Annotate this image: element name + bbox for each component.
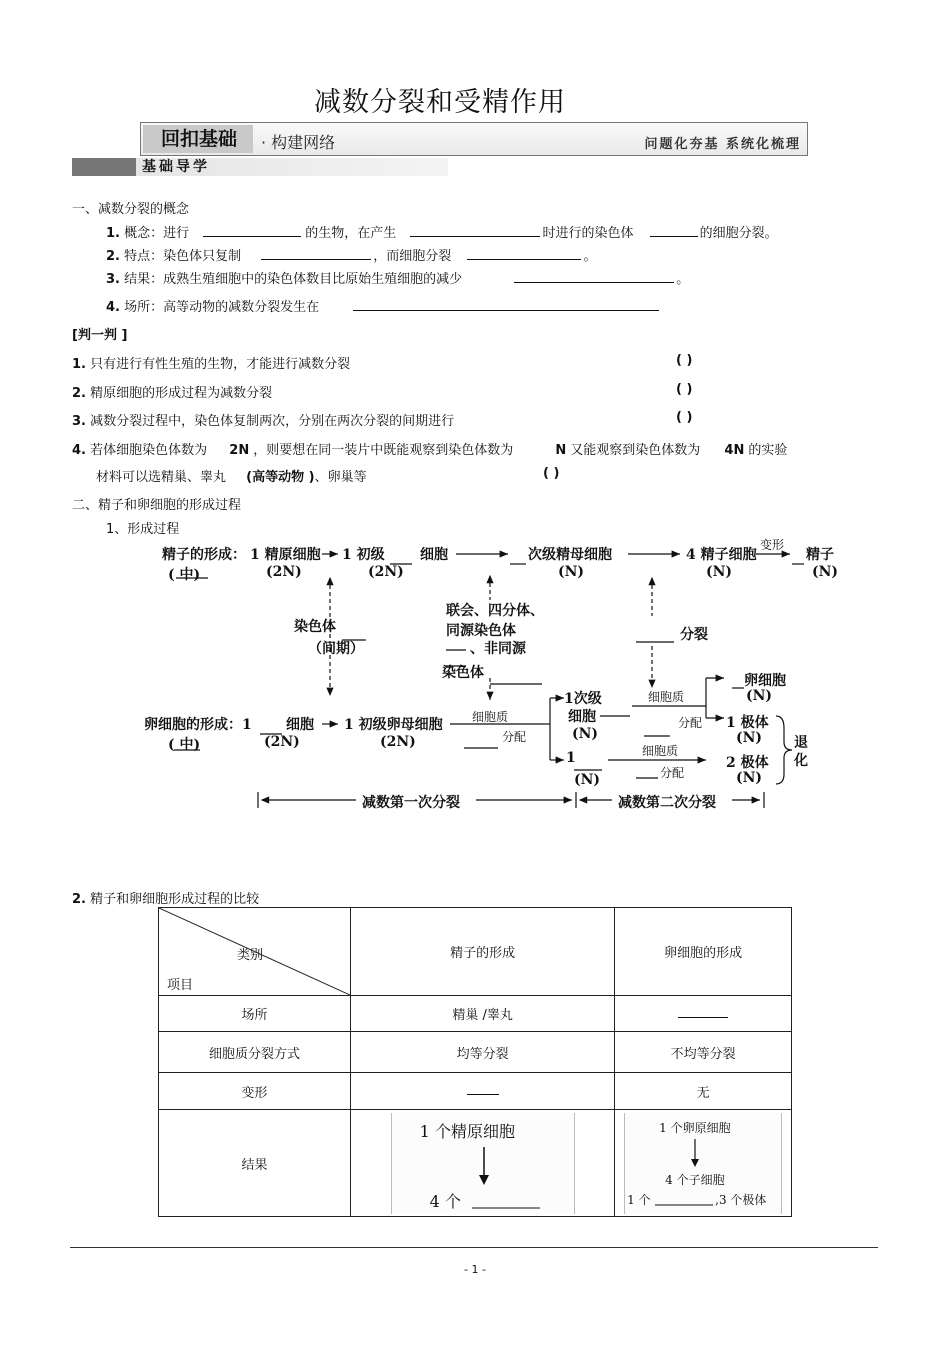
polar-body-2-ploidy: (N)	[736, 770, 763, 786]
transform-label: 变形	[760, 538, 785, 552]
down-arrow-icon	[392, 1113, 576, 1214]
cytoplasm-label-2: 细胞质	[648, 690, 685, 704]
judge-item-2	[72, 382, 272, 401]
spermatogonium: 1 精原细胞	[250, 547, 321, 563]
judge-text: 的实验	[748, 443, 788, 458]
judge-item-4	[72, 439, 787, 458]
meiosis-flow-diagram	[140, 538, 845, 820]
item-number: 3.	[106, 272, 120, 287]
row-label: 场所	[159, 996, 351, 1032]
header-egg: 卵细胞的形成	[615, 908, 792, 996]
sperm-cell-blank[interactable]	[351, 1073, 615, 1110]
judge-text: ，则要想在同一装片中既能观察到染色体数为	[253, 443, 514, 458]
egg-cell: 卵细胞	[744, 673, 786, 689]
judge-text: 、卵巢等	[314, 470, 367, 485]
secondary-oocyte-b: 细胞	[568, 709, 596, 725]
judge-text: 精原细胞的形成过程为减数分裂	[90, 386, 273, 401]
spermatid-ploidy: (N)	[706, 564, 733, 580]
spermatid: 4 精子细胞	[686, 547, 757, 563]
judge-text: 只有进行有性生殖的生物，才能进行减数分裂	[90, 357, 351, 372]
polar-body-1-ploidy: (N)	[736, 730, 763, 746]
secondary-oocyte-a: 1次级	[564, 691, 602, 707]
feature-text-b: ，而细胞分裂	[373, 249, 452, 264]
allocation-label-2: 分配	[678, 716, 703, 730]
interphase-label: （间期）	[308, 641, 364, 657]
judge-item-1	[72, 353, 350, 372]
answer-blank[interactable]	[678, 1006, 728, 1018]
answer-blank[interactable]	[514, 271, 674, 283]
page-number: - 1 -	[464, 1263, 486, 1276]
footer-divider	[70, 1247, 878, 1248]
cytoplasm-label: 细胞质	[472, 710, 509, 724]
location-line	[106, 296, 659, 315]
chromosome-label-2: 染色体	[442, 665, 484, 681]
oogonium-text: 1 个卵原细胞	[659, 1120, 731, 1135]
item-number: 2.	[72, 892, 86, 907]
oogonium-ploidy: (2N)	[264, 734, 300, 750]
spermatogonium-text: 1 个精原细胞	[419, 1121, 515, 1141]
homologous-label: 同源染色体	[446, 623, 516, 639]
three-polar-bodies-text: ,3 个极体	[715, 1192, 767, 1207]
one-egg-text: 1 个	[627, 1192, 651, 1207]
feature-text-c: 。	[583, 249, 597, 264]
answer-blank[interactable]	[261, 248, 371, 260]
comparison-heading: 精子和卵细胞形成过程的比较	[90, 892, 260, 907]
egg-cell: 不均等分裂	[615, 1032, 792, 1073]
chromosome-label: 染色体	[294, 619, 336, 635]
judge-text: 若体细胞染色体数为	[90, 443, 208, 458]
judge-heading: [判一判 ]	[72, 328, 128, 343]
concept-text-b: 的生物，在产生	[305, 226, 397, 241]
judge-text: 减数分裂过程中，染色体复制两次，分别在两次分裂的间期进行	[90, 414, 455, 429]
sperm-formation-label: 精子的形成：	[162, 547, 246, 563]
location-text: 场所：高等动物的减数分裂发生在	[124, 300, 320, 315]
table-row	[159, 1073, 792, 1110]
meiosis-ii-label: 减数第二次分裂	[618, 795, 716, 811]
judge-text: 材料可以选精巢、睾丸	[96, 470, 227, 485]
judge-item-4-cont	[96, 466, 367, 485]
table-row	[159, 1110, 792, 1217]
result-text-a: 结果：成熟生殖细胞中的染色体数目比原始生殖细胞的减少	[124, 272, 463, 287]
item-number: 1.	[72, 357, 86, 372]
answer-paren[interactable]: ( )	[543, 466, 560, 481]
chromosome-value: 2N	[229, 443, 250, 458]
subsection-formation: 1、形成过程	[106, 522, 180, 537]
sperm: 精子	[806, 547, 834, 563]
polar-body-1: 1 极体	[726, 715, 769, 731]
egg-result-cell	[615, 1110, 792, 1217]
feature-text-a: 特点：染色体只复制	[124, 249, 242, 264]
concept-line	[106, 222, 778, 241]
result-text-b: 。	[676, 272, 690, 287]
comparison-table	[158, 907, 792, 1217]
meiosis-i-label: 减数第一次分裂	[362, 795, 460, 811]
feature-line	[106, 245, 596, 264]
result-line	[106, 268, 689, 287]
answer-paren[interactable]: ( )	[676, 353, 693, 368]
chromosome-value: N	[555, 443, 567, 458]
egg-location-paren: ( 中)	[168, 737, 201, 753]
egg-result-figure	[624, 1113, 782, 1214]
cytoplasm-label-3: 细胞质	[642, 744, 679, 758]
concept-text-d: 的细胞分裂。	[699, 226, 778, 241]
header-corner-cell	[159, 908, 351, 996]
polar-body-2: 2 极体	[726, 755, 769, 771]
corner-item: 项目	[167, 978, 194, 993]
corner-category: 类别	[237, 948, 264, 963]
nonhomologous-label: 、非同源	[470, 641, 526, 657]
first-polar-body: 1	[566, 750, 576, 766]
concept-text-c: 时进行的染色体	[542, 226, 634, 241]
section1-heading: 一、减数分裂的概念	[72, 202, 190, 217]
row-label: 细胞质分裂方式	[159, 1032, 351, 1073]
sperm-cell: 均等分裂	[351, 1032, 615, 1073]
egg-formation-label: 卵细胞的形成：1	[144, 717, 252, 733]
answer-blank[interactable]	[650, 225, 698, 237]
sperm-result-cell	[351, 1110, 615, 1217]
answer-blank[interactable]	[410, 225, 540, 237]
judge-text: (高等动物 )	[246, 470, 315, 485]
egg-cell-blank[interactable]	[615, 996, 792, 1032]
division-label: 分裂	[680, 627, 708, 643]
sub-banner-label: 基础导学	[142, 159, 210, 175]
answer-blank[interactable]	[353, 299, 659, 311]
four-daughter-cells-text: 4 个子细胞	[665, 1172, 725, 1187]
banner-right-label: 问题化夯基 系统化梳理	[644, 137, 801, 152]
answer-paren[interactable]: ( )	[676, 410, 693, 425]
row-label: 变形	[159, 1073, 351, 1110]
primary-oocyte-ploidy: (2N)	[380, 734, 416, 750]
primary-spermatocyte-ploidy: (2N)	[368, 564, 404, 580]
item-number: 2.	[106, 249, 120, 264]
sperm-result-figure	[391, 1113, 575, 1214]
section2-heading: 二、精子和卵细胞的形成过程	[72, 498, 242, 513]
four-sperm-text: 4 个	[429, 1191, 461, 1211]
secondary-spermatocyte-ploidy: (N)	[558, 564, 585, 580]
banner-sub-label: · 构建网络	[261, 133, 336, 152]
spermatogonium-ploidy: (2N)	[266, 564, 302, 580]
sperm-location-paren: ( 中)	[168, 567, 201, 583]
item-number: 4.	[106, 300, 120, 315]
header-sperm: 精子的形成	[351, 908, 615, 996]
table-row	[159, 996, 792, 1032]
item-number: 3.	[72, 414, 86, 429]
sperm-ploidy: (N)	[812, 564, 839, 580]
first-polar-body-ploidy: (N)	[574, 772, 601, 788]
section-banner	[140, 122, 808, 156]
primary-spermatocyte-b: 细胞	[420, 547, 448, 563]
egg-cell: 无	[615, 1073, 792, 1110]
egg-cell-ploidy: (N)	[746, 688, 773, 704]
chromosome-value: 4N	[724, 443, 745, 458]
secondary-oocyte-ploidy: (N)	[572, 726, 599, 742]
secondary-spermatocyte: 次级精母细胞	[528, 547, 612, 563]
synapsis-label: 联会、四分体、	[446, 603, 544, 619]
sub-banner	[72, 158, 448, 176]
item-number: 4.	[72, 443, 86, 458]
answer-blank[interactable]	[467, 248, 581, 260]
allocation-label: 分配	[502, 730, 527, 744]
judge-text: 又能观察到染色体数为	[570, 443, 701, 458]
item-number: 2.	[72, 386, 86, 401]
sperm-cell: 精巢 /睾丸	[351, 996, 615, 1032]
answer-blank[interactable]	[203, 225, 301, 237]
primary-spermatocyte-a: 1 初级	[342, 547, 385, 563]
oogonium-label: 细胞	[286, 717, 314, 733]
answer-blank[interactable]	[467, 1083, 499, 1095]
allocation-label-3: 分配	[660, 766, 685, 780]
page-title: 减数分裂和受精作用	[314, 87, 566, 118]
primary-oocyte: 1 初级卵母细胞	[344, 717, 443, 733]
item-number: 1.	[106, 226, 120, 241]
banner-left-label: 回扣基础	[143, 125, 253, 153]
degenerate-label: 退化	[794, 735, 808, 769]
row-label: 结果	[159, 1110, 351, 1217]
table-row	[159, 1032, 792, 1073]
judge-item-3	[72, 410, 454, 429]
table-header-row	[159, 908, 792, 996]
subsection-comparison	[72, 888, 259, 907]
answer-paren[interactable]: ( )	[676, 382, 693, 397]
concept-text-a: 概念：进行	[124, 226, 190, 241]
